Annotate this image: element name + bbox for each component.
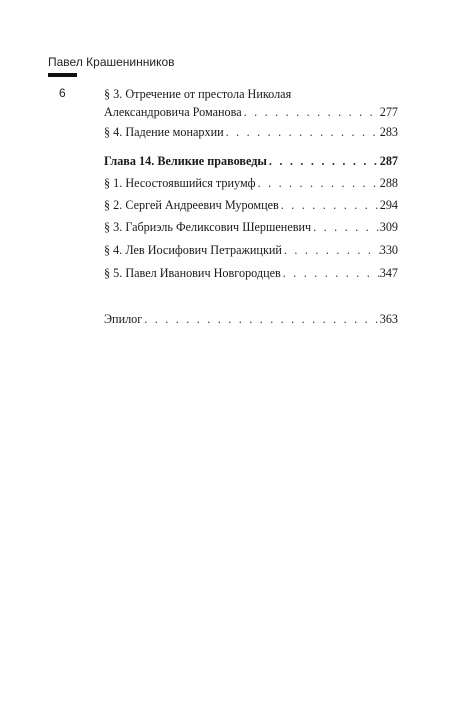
toc-entry-page: 347 (379, 266, 398, 280)
toc-entry-title: Эпилог (104, 312, 143, 326)
dot-leader (224, 124, 380, 140)
toc-entry-title: § 2. Сергей Андреевич Муромцев (104, 198, 279, 212)
page-number: 6 (59, 86, 66, 100)
toc-entry (104, 86, 398, 120)
dot-leader (281, 265, 380, 281)
dot-leader (256, 175, 380, 191)
toc-chapter-entry (104, 153, 398, 169)
toc-chapter-title: Глава 14. Великие правоведы (104, 154, 267, 168)
toc-entry (104, 197, 398, 213)
toc-entry (104, 219, 398, 235)
toc-entry-page: 363 (379, 312, 398, 326)
toc-entry-title-continued: Александровича Романова (104, 105, 242, 119)
dot-leader (267, 153, 380, 169)
running-head-author: Павел Крашенинников (48, 55, 175, 69)
dot-leader (279, 197, 380, 213)
dot-leader (282, 242, 380, 258)
toc-entry-title: § 5. Павел Иванович Новгородцев (104, 266, 281, 280)
dot-leader (311, 219, 380, 235)
toc-entry (104, 265, 398, 281)
toc-entry-page: 283 (379, 125, 398, 139)
toc-entry (104, 124, 398, 140)
dot-leader (142, 311, 379, 327)
toc-entry-page: 294 (379, 198, 398, 212)
toc-entry (104, 175, 398, 191)
header-rule (48, 73, 77, 77)
toc-entry-page: 330 (379, 243, 398, 257)
toc-chapter-page: 287 (379, 154, 398, 168)
toc-entry (104, 311, 398, 327)
toc-entry-title: § 4. Лев Иосифович Петражицкий (104, 243, 282, 257)
toc-entry-page: 288 (379, 176, 398, 190)
toc-entry-title: § 3. Габриэль Феликсович Шершеневич (104, 220, 312, 234)
toc-entry-title: § 4. Падение монархии (104, 125, 224, 139)
toc-entry (104, 242, 398, 258)
toc-entry-page: 277 (379, 105, 398, 119)
dot-leader (242, 104, 380, 120)
toc-entry-title: § 3. Отречение от престола Николая (104, 87, 292, 101)
toc-entry-title: § 1. Несостоявшийся триумф (104, 176, 256, 190)
toc-entry-page: 309 (379, 220, 398, 234)
